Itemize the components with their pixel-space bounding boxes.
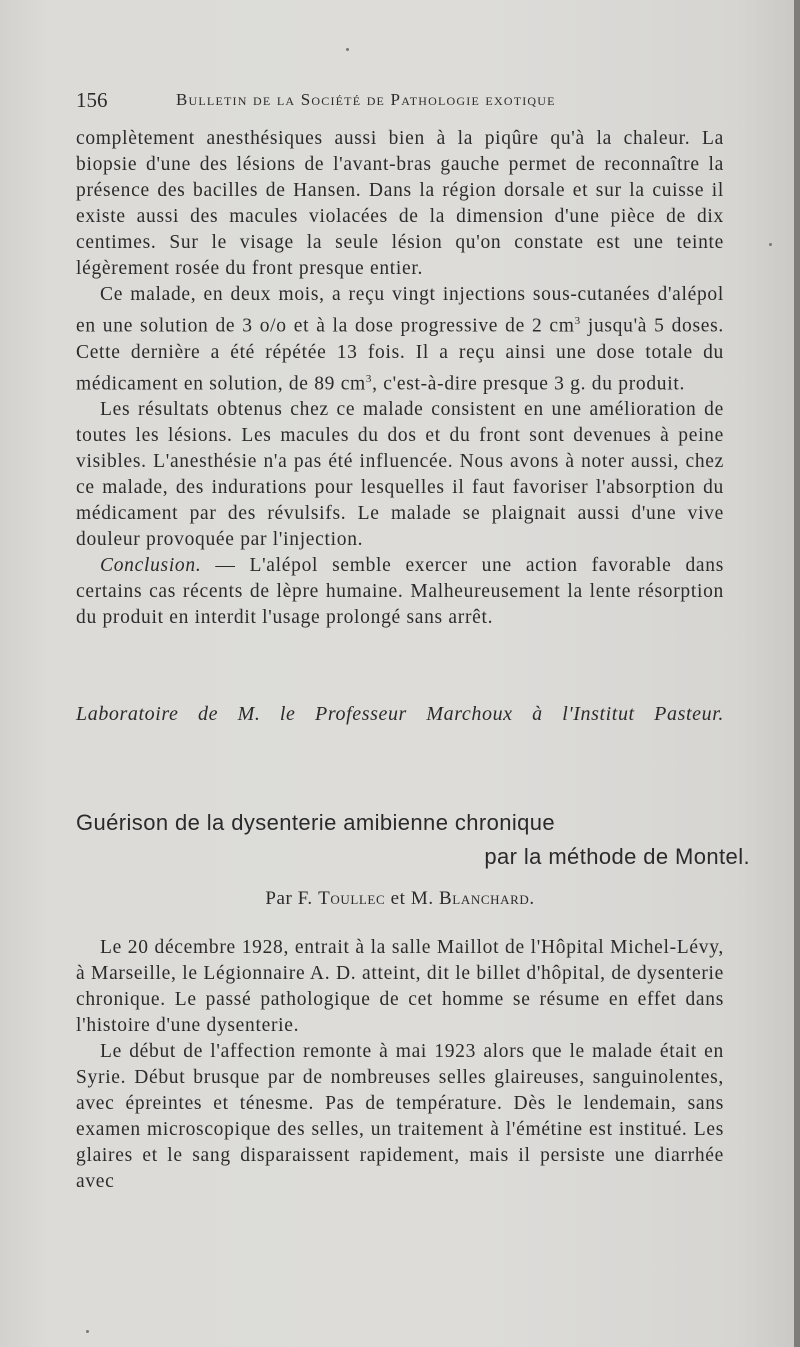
paragraph: Les résultats obtenus chez ce malade consistent en une amélioration de toutes les lésions. Les macules du dos et du front sont devenues à peine visibles. L'anesthésie n'a pas été influencée. Nous avons à noter aussi, chez ce malade, des indurations pour lesquelles il faut favoriser l'absorption du médicament par des révulsifs. Le malade se plaignait aussi d'une vive douleur provoquée par l'injection. <box>76 399 724 550</box>
paragraph <box>76 282 724 397</box>
conclusion-label: Conclusion. <box>100 555 202 576</box>
paragraph-text: , c'est-à-dire presque 3 g. du produit. <box>372 373 686 394</box>
laboratory-affiliation: Laboratoire de M. le Professeur Marchoux à l'Institut Pasteur. <box>76 703 724 725</box>
authors-prefix: Par F. <box>265 888 319 909</box>
title-line-2: par la méthode de Montel. <box>484 844 750 869</box>
authors-suffix: . <box>529 888 535 909</box>
article-body <box>76 935 724 1195</box>
paragraph-text: jusqu'à 5 doses. Cette dernière a été répétée 13 fois. Il a reçu ainsi une dose totale du médicament en solution, de 89 cm <box>76 315 724 394</box>
page-number: 156 <box>76 88 108 112</box>
paragraph: Le 20 décembre 1928, entrait à la salle Maillot de l'Hôpital Michel-Lévy, à Marseille, le Légionnaire A. D. atteint, dit le billet d'hôpital, de dysenterie chronique. Le passé pathologique de cet homme se résume en effet dans l'histoire d'une dysenterie. <box>76 937 724 1036</box>
conclusion-text: — L'alépol semble exercer une action favorable dans certains cas récents de lèpre humaine. Malheureusement la lente résorption du produit en interdit l'usage prolongé sans arrêt. <box>76 555 724 628</box>
running-head: Bulletin de la Société de Pathologie exotique <box>176 90 556 109</box>
title-line-1: Guérison de la dysenterie amibienne chronique <box>76 810 556 835</box>
author-name: Toullec <box>318 888 386 909</box>
paragraph-text: Ce malade, en deux mois, a reçu vingt injections sous-cutanées d'alépol en une solution de 3 o/o et à la dose progressive de 2 cm <box>76 284 724 337</box>
page-header <box>76 88 726 116</box>
section-continuation <box>76 126 724 631</box>
paragraph: complètement anesthésiques aussi bien à la piqûre qu'à la chaleur. La biopsie d'une des lésions de l'avant-bras gauche permet de reconnaître la présence des bacilles de Hansen. Dans la région dorsale et sur la cuisse il existe aussi des macules violacées de la dimension d'une pièce de dix centimes. Sur le visage la seule lésion qu'on constate est une teinte légèrement rosée du front presque entier. <box>76 128 724 279</box>
paper-speck <box>769 243 772 246</box>
article-title <box>76 806 750 874</box>
paragraph: Le début de l'affection remonte à mai 1923 alors que le malade était en Syrie. Début brusque par de nombreuses selles glaireuses, sanguinolentes, avec épreintes et ténesme. Pas de température. Dès le lendemain, sans examen microscopique des selles, un traitement à l'émétine est institué. Les glaires et le sang disparaissent rapidement, mais il persiste une diarrhée avec <box>76 1041 724 1192</box>
paper-speck <box>346 48 349 51</box>
conclusion-paragraph <box>76 553 724 631</box>
author-name: Blanchard <box>439 888 530 909</box>
article-authors <box>0 888 800 910</box>
page-edge-shadow <box>794 0 800 1347</box>
paper-speck <box>86 1330 89 1333</box>
superscript: 3 <box>574 315 581 327</box>
superscript: 3 <box>365 372 373 385</box>
authors-joiner: et M. <box>385 888 440 909</box>
